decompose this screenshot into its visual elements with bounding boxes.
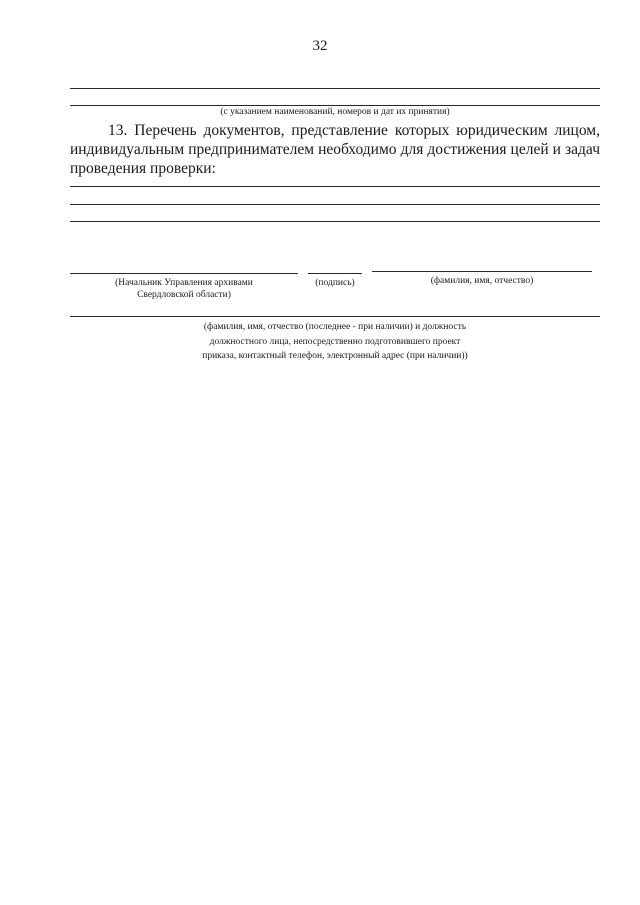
page-number: 32 — [312, 38, 328, 54]
preparer-caption-line-2: должностного лица, непосредственно подготовившего проект — [209, 336, 461, 347]
item-13-line-3: проведения проверки: — [70, 160, 216, 177]
name-caption: (фамилия, имя, отчество) — [430, 276, 534, 286]
item-13-line-1: 13. Перечень документов, представление которых юридическим лицом, — [108, 122, 600, 139]
fill-line-13-1 — [70, 186, 600, 187]
preparer-caption — [70, 320, 600, 364]
position-caption-line-1: (Начальник Управления архивами — [115, 278, 253, 288]
signature-line — [308, 273, 362, 274]
item-13-paragraph — [70, 121, 600, 178]
fill-line-acts-1 — [70, 88, 600, 89]
preparer-line — [70, 316, 600, 317]
fill-line-acts-2 — [70, 105, 600, 106]
preparer-caption-line-1: (фамилия, имя, отчество (последнее - при наличии) и должность — [203, 322, 467, 332]
preparer-caption-line-3: приказа, контактный телефон, электронный адрес (при наличии)) — [202, 351, 468, 362]
position-line — [70, 273, 298, 274]
acts-caption: (с указанием наименований, номеров и дат их принятия) — [220, 107, 450, 117]
signature-caption: (подпись) — [315, 278, 355, 288]
fill-line-13-2 — [70, 204, 600, 205]
name-line — [372, 271, 592, 272]
position-caption — [70, 278, 298, 302]
item-13-line-2: индивидуальным предпринимателем необходимо для достижения целей и задач — [70, 141, 600, 158]
position-caption-line-2: Свердловской области) — [137, 289, 231, 300]
fill-line-13-3 — [70, 221, 600, 222]
